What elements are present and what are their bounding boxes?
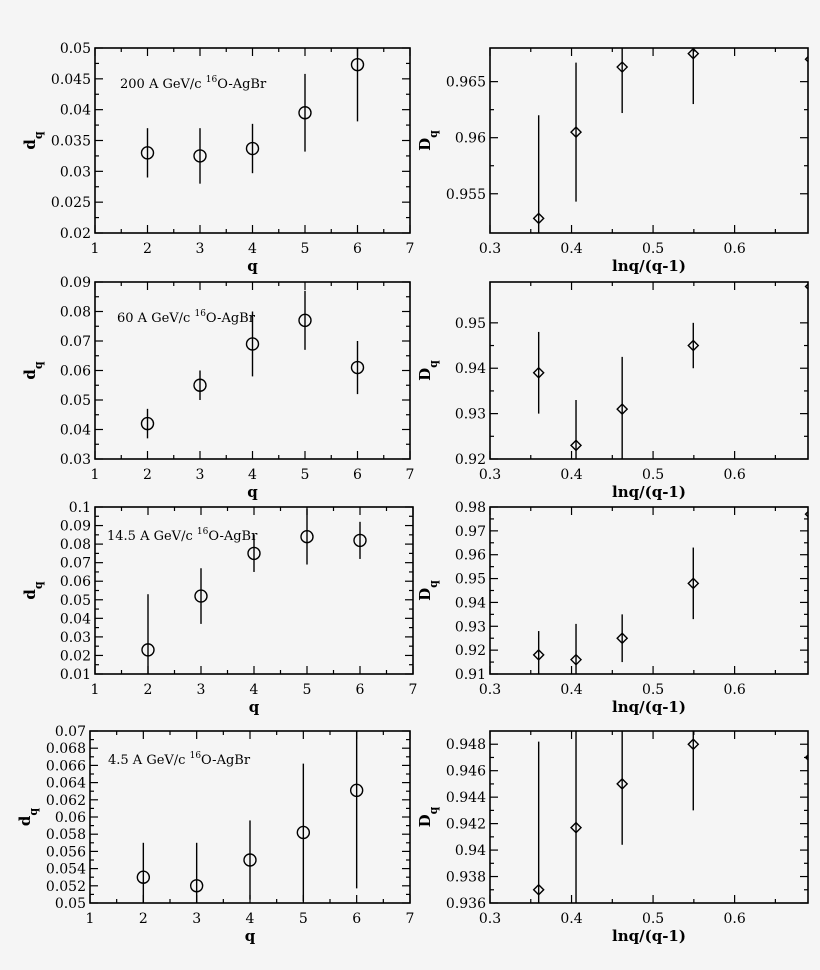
- annotation-main: 4.5 A GeV/c: [108, 753, 190, 768]
- y-tick-label: 0.96: [454, 547, 486, 564]
- y-tick-label: 0.035: [50, 133, 91, 150]
- x-axis-label: q: [247, 483, 258, 501]
- panel-annotation: [120, 75, 267, 92]
- x-tick-label: 6: [353, 241, 362, 257]
- y-tick-label: 0.942: [445, 816, 486, 833]
- y-axis-label-sub: q: [32, 361, 45, 370]
- x-tick-label: 0.5: [641, 467, 665, 483]
- annotation-sup: 16: [196, 527, 209, 537]
- y-tick-label: 0.944: [445, 790, 486, 807]
- y-tick-label: 0.95: [454, 315, 486, 332]
- x-axis-label: lnq/(q-1): [612, 483, 686, 501]
- y-tick-label: 0.07: [59, 334, 91, 350]
- y-tick-label: 0.09: [59, 518, 91, 535]
- y-tick-label: 0.93: [454, 406, 486, 423]
- x-tick-label: 0.5: [641, 682, 665, 698]
- annotation-main: 60 A GeV/c: [117, 311, 195, 326]
- plot-frame: [490, 48, 808, 233]
- y-tick-label: 0.96: [454, 130, 486, 147]
- data-point: [806, 54, 816, 64]
- y-tick-label: 0.03: [59, 452, 91, 468]
- y-axis-label-main: D: [416, 814, 434, 828]
- y-axis-label: [416, 130, 440, 151]
- panel-d-14.5: [21, 500, 417, 716]
- y-tick-label: 0.07: [59, 555, 91, 572]
- x-tick-label: 7: [405, 911, 415, 927]
- y-tick-label: 0.05: [59, 41, 91, 57]
- y-tick-label: 0.06: [54, 810, 86, 826]
- y-axis-label-sub: q: [27, 807, 40, 816]
- y-tick-label: 0.965: [445, 74, 486, 91]
- panel-annotation: [107, 527, 258, 544]
- x-axis-label: q: [248, 698, 260, 716]
- y-axis-label-sub: q: [427, 130, 440, 138]
- y-tick-label: 0.92: [454, 643, 486, 660]
- x-tick-label: 3: [195, 241, 205, 257]
- y-axis-label-main: D: [416, 367, 434, 381]
- y-tick-label: 0.1: [68, 500, 91, 516]
- annotation-tail: O-AgBr: [217, 77, 267, 92]
- x-tick-label: 0.3: [478, 467, 502, 483]
- x-tick-label: 5: [298, 911, 308, 927]
- y-axis-label-sub: q: [32, 131, 45, 140]
- y-tick-label: 0.025: [50, 195, 91, 212]
- y-tick-label: 0.02: [59, 226, 91, 242]
- y-tick-label: 0.08: [59, 537, 91, 554]
- x-tick-label: 4: [248, 467, 257, 483]
- y-tick-label: 0.04: [59, 102, 91, 119]
- y-axis-label: [416, 806, 440, 827]
- y-tick-label: 0.02: [59, 648, 91, 665]
- y-tick-label: 0.09: [59, 275, 91, 291]
- y-tick-label: 0.946: [445, 763, 486, 780]
- y-tick-label: 0.93: [454, 619, 486, 636]
- x-tick-label: 0.6: [723, 241, 746, 257]
- y-tick-label: 0.07: [54, 724, 86, 740]
- y-axis-label: [21, 361, 45, 380]
- x-tick-label: 0.6: [723, 467, 746, 483]
- y-tick-label: 0.98: [454, 500, 486, 516]
- y-tick-label: 0.04: [59, 422, 91, 439]
- y-tick-label: 0.95: [454, 571, 486, 588]
- x-tick-label: 0.4: [560, 241, 583, 257]
- panel-D-60: [416, 268, 816, 501]
- x-tick-label: 3: [195, 467, 205, 483]
- x-tick-label: 5: [302, 682, 312, 698]
- y-tick-label: 0.06: [59, 363, 91, 380]
- data-point: [806, 282, 816, 292]
- y-tick-label: 0.056: [45, 844, 86, 861]
- x-tick-label: 1: [85, 911, 95, 927]
- x-axis-label: lnq/(q-1): [612, 257, 686, 275]
- y-tick-label: 0.08: [59, 304, 91, 321]
- data-series: [142, 8, 364, 184]
- x-axis-label: q: [244, 927, 256, 945]
- data-series: [137, 692, 362, 929]
- annotation-tail: O-AgBr: [208, 529, 258, 544]
- y-tick-label: 0.054: [45, 861, 86, 878]
- y-tick-label: 0.068: [45, 741, 86, 758]
- y-axis-label-sub: q: [427, 580, 440, 588]
- y-tick-label: 0.062: [45, 792, 86, 809]
- plot-frame: [490, 507, 808, 674]
- y-tick-label: 0.97: [454, 523, 486, 540]
- y-tick-label: 0.064: [45, 775, 86, 792]
- x-tick-label: 3: [192, 911, 202, 927]
- y-axis-label-sub: q: [32, 581, 45, 590]
- panel-D-4.5: [416, 678, 816, 970]
- y-axis-label-main: d: [16, 815, 34, 827]
- x-tick-label: 0.5: [641, 911, 665, 927]
- y-axis-label-main: d: [21, 369, 39, 380]
- x-tick-label: 6: [355, 682, 365, 698]
- annotation-sup: 16: [189, 751, 202, 761]
- data-point: [806, 509, 816, 519]
- y-tick-label: 0.94: [454, 595, 486, 612]
- annotation-sup: 16: [194, 309, 206, 319]
- x-axis-label: q: [247, 257, 258, 275]
- panel-annotation: [108, 751, 251, 768]
- x-tick-label: 4: [245, 911, 255, 927]
- x-tick-label: 3: [196, 682, 206, 698]
- y-tick-label: 0.94: [454, 361, 486, 378]
- y-tick-label: 0.92: [454, 452, 486, 468]
- x-tick-label: 1: [90, 241, 100, 257]
- y-tick-label: 0.91: [454, 667, 486, 683]
- y-tick-label: 0.04: [59, 611, 91, 628]
- x-axis-label: lnq/(q-1): [612, 927, 686, 945]
- x-tick-label: 7: [408, 682, 418, 698]
- y-tick-label: 0.066: [45, 758, 86, 775]
- y-tick-label: 0.03: [59, 164, 91, 181]
- y-axis-label: [21, 581, 45, 600]
- y-tick-label: 0.94: [454, 843, 486, 860]
- y-tick-label: 0.936: [445, 896, 486, 912]
- x-tick-label: 1: [90, 467, 100, 483]
- x-tick-label: 4: [248, 241, 257, 257]
- plot-frame: [490, 731, 808, 903]
- x-tick-label: 0.4: [560, 911, 583, 927]
- panel-d-4.5: [16, 692, 414, 945]
- data-series: [534, 268, 816, 490]
- x-tick-label: 7: [405, 241, 415, 257]
- y-axis-label: [16, 808, 40, 827]
- panel-d-200: [21, 8, 414, 275]
- x-tick-label: 5: [300, 467, 310, 483]
- x-tick-label: 2: [143, 241, 152, 257]
- x-tick-label: 7: [405, 467, 415, 483]
- y-tick-label: 0.05: [59, 393, 91, 409]
- x-tick-label: 0.4: [560, 467, 583, 483]
- x-tick-label: 0.6: [723, 911, 746, 927]
- x-tick-label: 5: [300, 241, 310, 257]
- panel-d-60: [21, 275, 414, 501]
- y-axis-label: [21, 131, 45, 150]
- x-tick-label: 0.3: [478, 911, 502, 927]
- x-tick-label: 2: [143, 467, 152, 483]
- y-axis-label-main: D: [416, 137, 434, 151]
- x-tick-label: 2: [143, 682, 153, 698]
- y-tick-label: 0.938: [445, 869, 486, 886]
- x-axis-label: lnq/(q-1): [612, 698, 686, 716]
- x-tick-label: 1: [90, 682, 100, 698]
- plot-frame: [490, 282, 808, 459]
- y-tick-label: 0.052: [45, 878, 86, 895]
- annotation-sup: 16: [205, 75, 218, 85]
- y-axis-label-main: d: [21, 589, 39, 600]
- y-tick-label: 0.01: [59, 667, 91, 683]
- y-tick-label: 0.06: [59, 574, 91, 591]
- y-axis-label: [416, 360, 440, 381]
- x-tick-label: 0.6: [723, 682, 746, 698]
- y-axis-label: [416, 580, 440, 601]
- y-tick-label: 0.948: [445, 737, 486, 754]
- y-axis-label-main: D: [416, 587, 434, 601]
- x-tick-label: 0.3: [478, 682, 502, 698]
- x-tick-label: 4: [249, 682, 259, 698]
- y-tick-label: 0.05: [59, 592, 91, 609]
- y-tick-label: 0.955: [445, 186, 486, 203]
- y-axis-label-sub: q: [427, 806, 440, 815]
- x-tick-label: 0.4: [560, 682, 583, 698]
- annotation-main: 200 A GeV/c: [120, 77, 206, 92]
- y-axis-label-main: d: [21, 139, 39, 150]
- x-tick-label: 0.5: [641, 241, 665, 257]
- y-tick-label: 0.03: [59, 629, 91, 646]
- panel-D-200: [416, 3, 816, 321]
- x-tick-label: 6: [353, 467, 362, 483]
- annotation-tail: O-AgBr: [205, 311, 255, 326]
- x-tick-label: 0.3: [478, 241, 502, 257]
- annotation-tail: O-AgBr: [201, 753, 251, 768]
- panel-annotation: [117, 309, 256, 326]
- x-tick-label: 6: [352, 911, 362, 927]
- y-tick-label: 0.045: [50, 71, 91, 88]
- y-tick-label: 0.058: [45, 827, 86, 844]
- y-axis-label-sub: q: [427, 360, 440, 368]
- y-tick-label: 0.05: [54, 896, 86, 912]
- x-tick-label: 2: [138, 911, 148, 927]
- annotation-main: 14.5 A GeV/c: [107, 529, 197, 544]
